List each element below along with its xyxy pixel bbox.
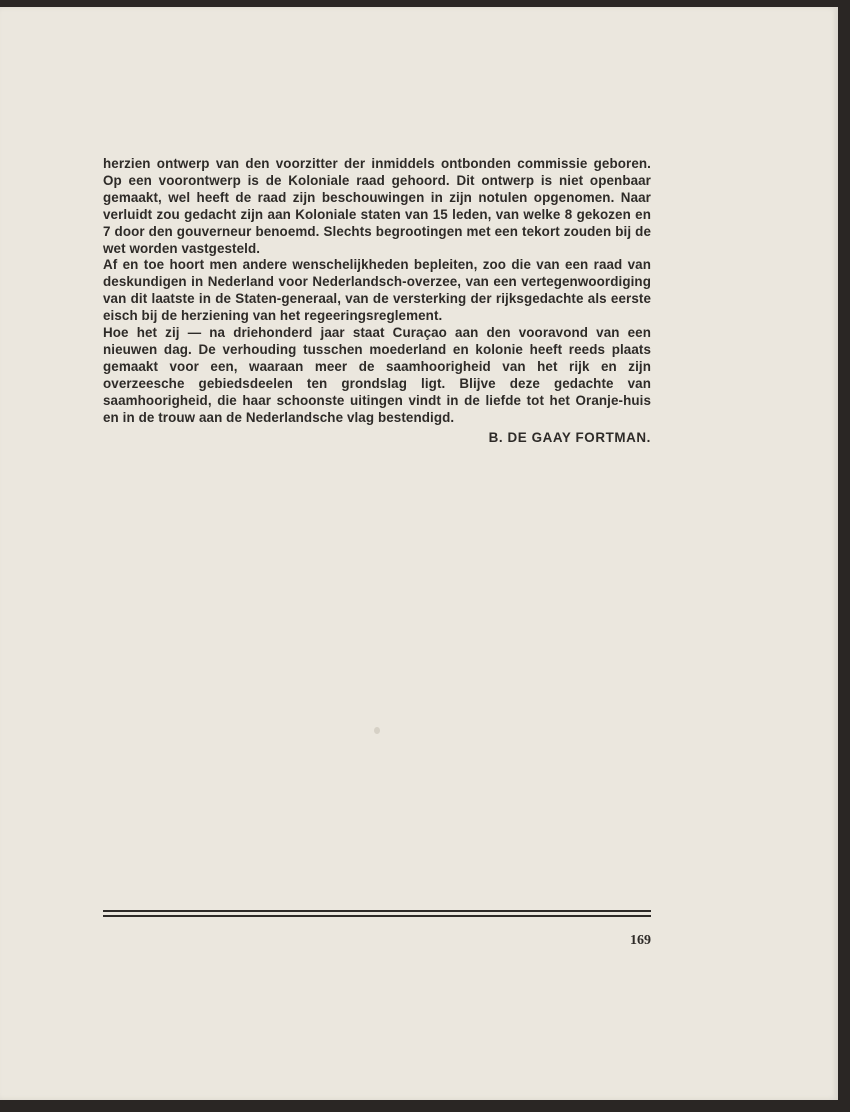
paragraph-2: Af en toe hoort men andere wenschelijkheden bepleiten, zoo die van een raad van deskundigen in Nederland voor Nederlandsch-overzee, van een vertegenwoordiging van dit laatste in de Staten-generaal, van de versterking der rijksgedachte als eerste eisch bij de herziening van het regeeringsreglement.: [103, 257, 651, 324]
paragraph-3: Hoe het zij — na driehonderd jaar staat Curaçao aan den vooravond van een nieuwen dag. De verhouding tusschen moederland en kolonie heeft reeds plaats gemaakt voor een, waaraan meer de saamhoorigheid van het rijk en zijn overzeesche gebiedsdeelen ten grondslag ligt. Blijve deze gedachte van saamhoorigheid, die haar schoonste uitingen vindt in de liefde tot het Oranje-huis en in de trouw aan de Nederlandsche vlag bestendigd.: [103, 325, 651, 425]
document-page: [0, 7, 838, 1100]
footer-rule-top: [103, 910, 651, 912]
paragraph-1: herzien ontwerp van den voorzitter der inmiddels ontbonden commissie geboren. Op een voorontwerp is de Koloniale raad gehoord. Dit ontwerp is niet openbaar gemaakt, wel heeft de raad zijn beschouwingen in zijn notulen opgenomen. Naar verluidt zou gedacht zijn aan Koloniale staten van 15 leden, van welke 8 gekozen en 7 door den gouverneur benoemd. Slechts begrootingen met een tekort zouden bij de wet worden vastgesteld.: [103, 156, 651, 256]
footer-rule-bottom: [103, 915, 651, 917]
page-number: 169: [630, 933, 651, 948]
author-signature: B. DE GAAY FORTMAN.: [488, 429, 651, 445]
paper-speck: [374, 727, 380, 734]
body-text: [103, 156, 651, 446]
